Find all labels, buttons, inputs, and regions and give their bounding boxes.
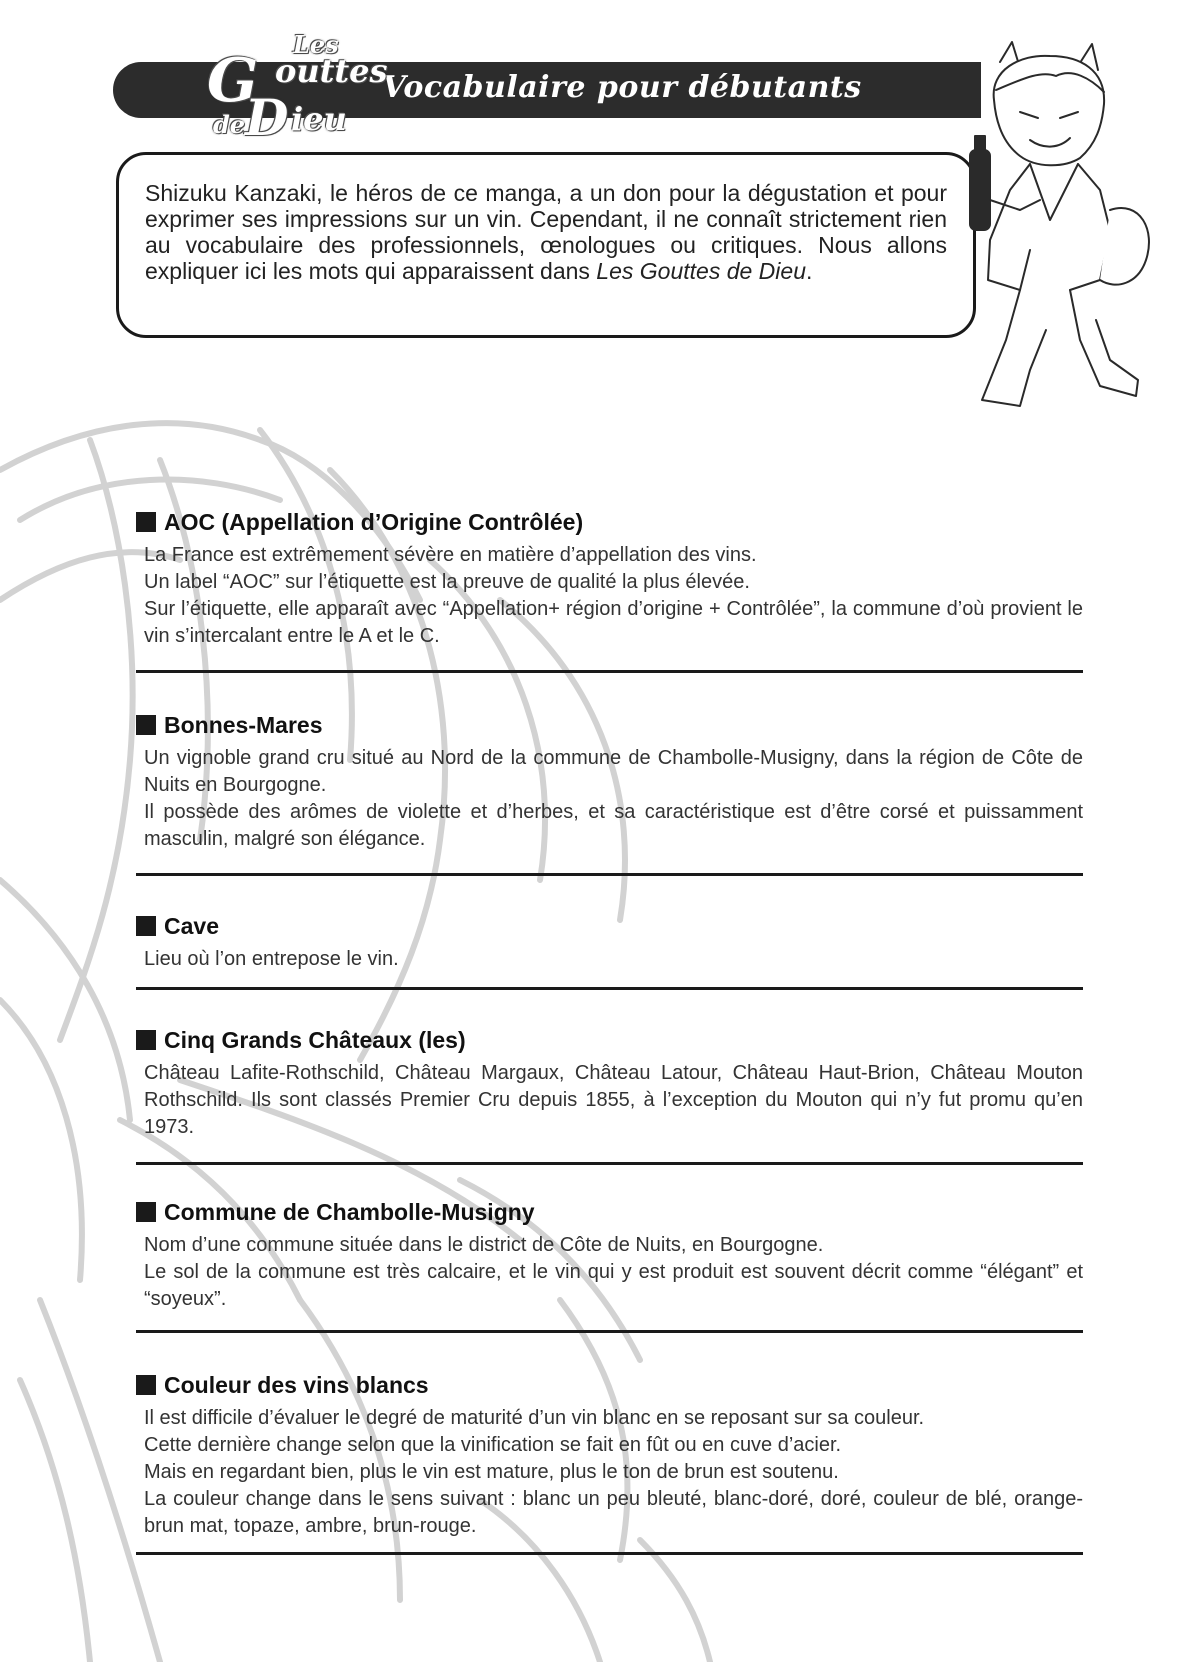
intro-text [145,180,947,284]
logo [205,24,388,147]
logo-word: outtes [275,52,388,90]
character-illustration [960,40,1160,420]
intro-body: Shizuku Kanzaki, le héros de ce manga, a un don pour la dégustation et pour exprimer ses impressions sur un vin. Cependant, il ne connaît strictement rien au vocabulaire des professionnels, œnologues ou critiques. Nous allons expliquer ici les mots qui apparaissent dans [145,180,947,284]
logo-word: Les [293,30,339,59]
entry-divider [136,1552,1083,1555]
entry-term-text: AOC (Appellation d’Origine Contrôlée) [164,509,584,535]
glossary-entry [136,711,1083,853]
entry-term-text: Cave [164,913,219,939]
entry-definition: Un vignoble grand cru situé au Nord de la commune de Chambolle-Musigny, dans la région de Côte de Nuits en Bourgogne. Il possède des arômes de violette et d’herbes, et sa caractéristique est d’être corsé et puissamment masculin, malgré son élégance. [144,747,1083,850]
entry-divider [136,873,1083,876]
entry-divider [136,1330,1083,1333]
entry-term-text: Couleur des vins blancs [164,1372,429,1398]
entry-divider [136,1162,1083,1165]
square-bullet-icon [136,916,156,936]
entry-definition: La France est extrêmement sévère en matière d’appellation des vins. Un label “AOC” sur l’étiquette est la preuve de qualité la plus élevée. Sur l’étiquette, elle apparaît avec “Appellation+ région d’origine + Contrôlée”, la commune d’où provient le vin s’intercalant entre le A et le C. [144,544,1083,647]
square-bullet-icon [136,512,156,532]
logo-letter: G [207,46,259,116]
intro-title-ref: Les Gouttes de Dieu [596,258,806,284]
entry-term [136,912,1083,940]
glossary-entry [136,1371,1083,1540]
square-bullet-icon [136,1030,156,1050]
page-title: Vocabulaire pour débutants [382,70,862,105]
square-bullet-icon [136,1375,156,1395]
entry-term-text: Commune de Chambolle-Musigny [164,1199,535,1225]
entry-term-text: Bonnes-Mares [164,712,323,738]
entry-definition: Nom d’une commune située dans le district de Côte de Nuits, en Bourgogne. Le sol de la commune est très calcaire, et le vin qui y est produit est souvent décrit comme “élégant” et “soyeux”. [144,1234,1083,1310]
entry-definition: Il est difficile d’évaluer le degré de maturité d’un vin blanc en se reposant sur sa couleur. Cette dernière change selon que la vinification se fait en fût ou en cuve d’acier. Mais en regardant bien, plus le vin est mature, plus le ton de brun est soutenu. La couleur change dans le sens suivant : blanc un peu bleuté, blanc-doré, doré, couleur de blé, orange-brun mat, topaze, ambre, brun-rouge. [144,1407,1083,1537]
entry-term [136,508,1083,536]
intro-end: . [805,258,813,284]
logo-word: de [213,110,246,139]
square-bullet-icon [136,1202,156,1222]
entry-definition: Château Lafite-Rothschild, Château Margaux, Château Latour, Château Haut-Brion, Château Mouton Rothschild. Ils sont classés Premier Cru depuis 1855, à l’exception du Mouton qui n’y fut promu qu’en 1973. [144,1062,1083,1138]
logo-letter: D [245,88,289,147]
entry-term [136,1371,1083,1399]
logo-word: ieu [291,100,347,138]
entry-term [136,711,1083,739]
glossary-entry [136,508,1083,650]
entry-term-text: Cinq Grands Châteaux (les) [164,1027,466,1053]
glossary-entry [136,912,1083,973]
square-bullet-icon [136,715,156,735]
entry-term [136,1026,1083,1054]
glossary-entry [136,1198,1083,1313]
glossary-entry [136,1026,1083,1141]
entry-term [136,1198,1083,1226]
entry-divider [136,670,1083,673]
entry-divider [136,987,1083,990]
entry-definition: Lieu où l’on entrepose le vin. [144,948,399,970]
